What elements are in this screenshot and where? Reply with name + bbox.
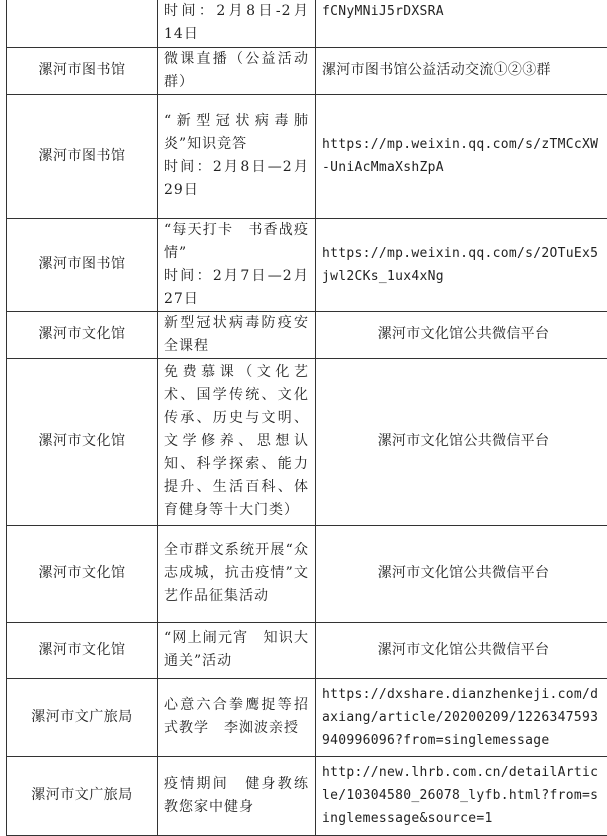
activity-cell: 新型冠状病毒防疫安全课程 <box>158 311 316 358</box>
table-row <box>7 525 607 622</box>
source-link[interactable]: https://mp.weixin.qq.com/s/2OTuEx5jwl2CKs_1ux4xNg <box>316 218 607 311</box>
source-link[interactable]: https://dxshare.dianzhenkeji.com/daxiang/article/20200209/1226347593940996096?from=singlemessage <box>316 678 607 756</box>
source-link[interactable]: http://new.lhrb.com.cn/detailArticle/10304580_26078_lyfb.html?from=singlemessage&source=1 <box>316 756 607 835</box>
table-row <box>7 678 607 756</box>
table-row <box>7 47 607 94</box>
org-cell: 漯河市文化馆 <box>7 311 158 358</box>
activity-cell: “网上闹元宵 知识大通关”活动 <box>158 622 316 678</box>
org-cell: 漯河市文化馆 <box>7 622 158 678</box>
resource-table <box>6 0 607 836</box>
source-cell: 漯河市文化馆公共微信平台 <box>316 525 607 622</box>
source-cell: 漯河市文化馆公共微信平台 <box>316 622 607 678</box>
activity-cell: “每天打卡 书香战疫情” 时间：2月7日—2月27日 <box>158 218 316 311</box>
source-cell: 漯河市文化馆公共微信平台 <box>316 311 607 358</box>
org-cell: 漯河市文化馆 <box>7 525 158 622</box>
activity-cell: 全市群文系统开展“众志成城，抗击疫情”文艺作品征集活动 <box>158 525 316 622</box>
activity-cell: 微课直播（公益活动群） <box>158 47 316 94</box>
activity-cell: 免费慕课（文化艺术、国学传统、文化传承、历史与文明、文学修养、思想认知、科学探索、能力提升、生活百科、体育健身等十大门类） <box>158 358 316 525</box>
org-cell: 漯河市文广旅局 <box>7 678 158 756</box>
table-row <box>7 622 607 678</box>
table-row <box>7 94 607 218</box>
source-cell: fCNyMNiJ5rDXSRA <box>316 0 607 47</box>
table-row <box>7 358 607 525</box>
org-cell: 漯河市文化馆 <box>7 358 158 525</box>
table-row <box>7 756 607 835</box>
table-row <box>7 0 607 47</box>
source-link[interactable]: https://mp.weixin.qq.com/s/zTMCcXW-UniAcMmaXshZpA <box>316 94 607 218</box>
org-cell: 漯河市图书馆 <box>7 94 158 218</box>
table-row <box>7 218 607 311</box>
org-cell: 漯河市文广旅局 <box>7 756 158 835</box>
activity-cell: 心意六合拳鹰捉等招式教学 李洳波亲授 <box>158 678 316 756</box>
source-cell: 漯河市图书馆公益活动交流①②③群 <box>316 47 607 94</box>
org-cell: 漯河市图书馆 <box>7 47 158 94</box>
activity-cell: 时间：2月8日-2月14日 <box>158 0 316 47</box>
table-row <box>7 311 607 358</box>
activity-cell: 疫情期间 健身教练教您家中健身 <box>158 756 316 835</box>
org-cell: 漯河市图书馆 <box>7 218 158 311</box>
org-cell <box>7 0 158 47</box>
activity-cell: “新型冠状病毒肺炎”知识竞答 时间：2月8日—2月29日 <box>158 94 316 218</box>
source-cell: 漯河市文化馆公共微信平台 <box>316 358 607 525</box>
